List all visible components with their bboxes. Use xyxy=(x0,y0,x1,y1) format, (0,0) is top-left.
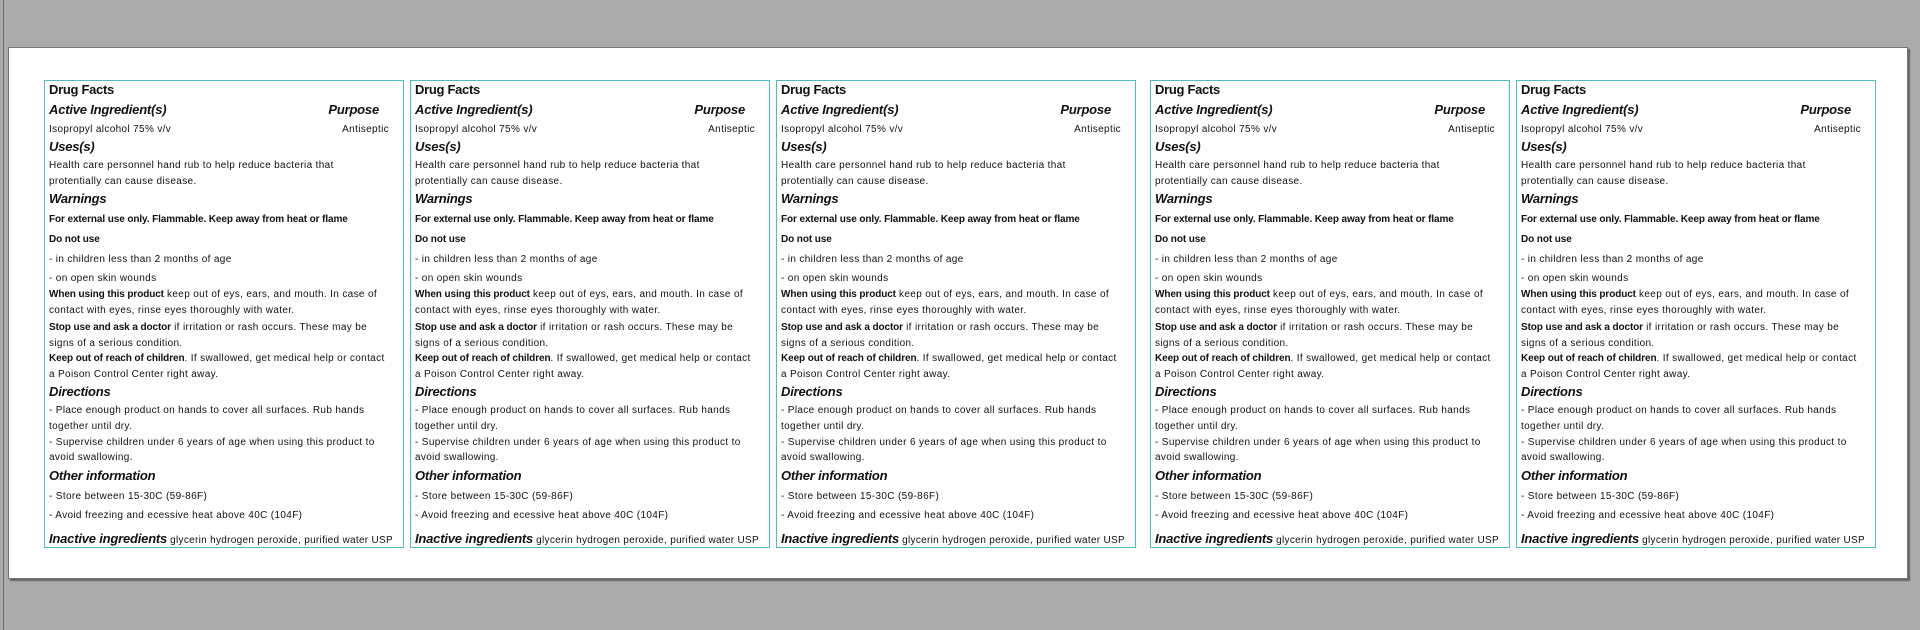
direction-item: - Supervise children under 6 years of age when using this product to xyxy=(1155,437,1481,448)
do-not-use-item: - in children less than 2 months of age xyxy=(1521,254,1704,265)
inactive-text: glycerin hydrogen peroxide, purified water USP xyxy=(1273,535,1499,546)
warning-external: For external use only. Flammable. Keep away from heat or flame xyxy=(1155,214,1454,225)
direction-item: together until dry. xyxy=(1155,421,1239,432)
other-info-heading: Other information xyxy=(415,468,522,483)
drug-facts-label xyxy=(1516,80,1876,548)
keep-out-text xyxy=(1155,353,1491,365)
directions-heading: Directions xyxy=(415,384,477,399)
direction-item: - Place enough product on hands to cover all surfaces. Rub hands xyxy=(49,405,365,416)
keep-out-text: a Poison Control Center right away. xyxy=(1521,369,1691,380)
uses-text: protentially can cause disease. xyxy=(49,176,197,187)
when-using-text: contact with eyes, rinse eyes thoroughly with water. xyxy=(415,305,661,316)
inactive-ingredients xyxy=(1521,532,1865,548)
direction-item: - Place enough product on hands to cover all surfaces. Rub hands xyxy=(1155,405,1471,416)
direction-item: avoid swallowing. xyxy=(1155,452,1239,463)
other-info-item: - Avoid freezing and ecessive heat above 40C (104F) xyxy=(415,510,669,521)
uses-text: protentially can cause disease. xyxy=(1521,176,1669,187)
keep-out-text xyxy=(781,353,1117,365)
stop-use-text xyxy=(781,322,1099,334)
uses-text: Health care personnel hand rub to help reduce bacteria that xyxy=(49,160,334,171)
direction-item: avoid swallowing. xyxy=(49,452,133,463)
warning-external: For external use only. Flammable. Keep away from heat or flame xyxy=(415,214,714,225)
direction-item: avoid swallowing. xyxy=(781,452,865,463)
active-ingredient-heading: Active Ingredient(s) xyxy=(49,102,167,117)
keep-out-rest: . If swallowed, get medical help or contact xyxy=(916,353,1117,364)
stop-use-bold: Stop use and ask a doctor xyxy=(781,322,903,333)
stop-use-text: signs of a serious condition. xyxy=(781,338,915,349)
other-info-item: - Avoid freezing and ecessive heat above 40C (104F) xyxy=(49,510,303,521)
other-info-heading: Other information xyxy=(1521,468,1628,483)
uses-text: Health care personnel hand rub to help reduce bacteria that xyxy=(781,160,1066,171)
keep-out-bold: Keep out of reach of children xyxy=(49,353,185,364)
drug-facts-label xyxy=(410,80,770,548)
purpose-value: Antiseptic xyxy=(708,124,755,135)
uses-text: protentially can cause disease. xyxy=(781,176,929,187)
inactive-text: glycerin hydrogen peroxide, purified water USP xyxy=(1639,535,1865,546)
do-not-use-heading: Do not use xyxy=(49,234,100,245)
active-ingredient-heading: Active Ingredient(s) xyxy=(1521,102,1639,117)
stop-use-rest: if irritation or rash occurs. These may be xyxy=(902,322,1100,333)
direction-item: - Place enough product on hands to cover all surfaces. Rub hands xyxy=(415,405,731,416)
direction-item: avoid swallowing. xyxy=(1521,452,1605,463)
purpose-value: Antiseptic xyxy=(342,124,389,135)
do-not-use-heading: Do not use xyxy=(1521,234,1572,245)
when-using-text xyxy=(415,289,743,301)
other-info-heading: Other information xyxy=(781,468,888,483)
stop-use-bold: Stop use and ask a doctor xyxy=(49,322,171,333)
directions-heading: Directions xyxy=(49,384,111,399)
other-info-item: - Avoid freezing and ecessive heat above 40C (104F) xyxy=(781,510,1035,521)
active-ingredient-heading: Active Ingredient(s) xyxy=(1155,102,1273,117)
direction-item: together until dry. xyxy=(49,421,133,432)
inactive-heading: Inactive ingredients xyxy=(781,531,900,546)
do-not-use-item: - in children less than 2 months of age xyxy=(781,254,964,265)
when-using-rest: keep out of eys, ears, and mouth. In case of xyxy=(1269,289,1484,300)
purpose-value: Antiseptic xyxy=(1448,124,1495,135)
inactive-heading: Inactive ingredients xyxy=(1155,531,1274,546)
direction-item: - Supervise children under 6 years of age when using this product to xyxy=(49,437,375,448)
warnings-heading: Warnings xyxy=(1155,191,1213,206)
direction-item: together until dry. xyxy=(415,421,499,432)
inactive-text: glycerin hydrogen peroxide, purified water USP xyxy=(899,535,1125,546)
when-using-bold: When using this product xyxy=(415,289,530,300)
drug-facts-label xyxy=(776,80,1136,548)
keep-out-rest: . If swallowed, get medical help or contact xyxy=(1656,353,1857,364)
active-ingredient: Isopropyl alcohol 75% v/v xyxy=(415,124,538,135)
direction-item: avoid swallowing. xyxy=(415,452,499,463)
inactive-heading: Inactive ingredients xyxy=(49,531,168,546)
warning-external: For external use only. Flammable. Keep away from heat or flame xyxy=(49,214,348,225)
when-using-rest: keep out of eys, ears, and mouth. In case of xyxy=(529,289,744,300)
drug-facts-label xyxy=(1150,80,1510,548)
inactive-ingredients xyxy=(415,532,759,548)
directions-heading: Directions xyxy=(781,384,843,399)
uses-text: protentially can cause disease. xyxy=(1155,176,1303,187)
when-using-text xyxy=(1521,289,1849,301)
stop-use-text: signs of a serious condition. xyxy=(1155,338,1289,349)
active-ingredient: Isopropyl alcohol 75% v/v xyxy=(1521,124,1644,135)
do-not-use-item: - on open skin wounds xyxy=(1521,273,1629,284)
do-not-use-heading: Do not use xyxy=(781,234,832,245)
warnings-heading: Warnings xyxy=(415,191,473,206)
keep-out-bold: Keep out of reach of children xyxy=(1521,353,1657,364)
uses-heading: Uses(s) xyxy=(415,139,461,154)
active-ingredient: Isopropyl alcohol 75% v/v xyxy=(781,124,904,135)
keep-out-text: a Poison Control Center right away. xyxy=(49,369,219,380)
warning-external: For external use only. Flammable. Keep away from heat or flame xyxy=(1521,214,1820,225)
other-info-heading: Other information xyxy=(1155,468,1262,483)
when-using-text: contact with eyes, rinse eyes thoroughly with water. xyxy=(1521,305,1767,316)
inactive-text: glycerin hydrogen peroxide, purified water USP xyxy=(167,535,393,546)
purpose-heading: Purpose xyxy=(1434,102,1485,117)
stop-use-bold: Stop use and ask a doctor xyxy=(1521,322,1643,333)
label-title: Drug Facts xyxy=(415,82,480,97)
keep-out-text xyxy=(415,353,751,365)
direction-item: - Supervise children under 6 years of age when using this product to xyxy=(781,437,1107,448)
keep-out-text: a Poison Control Center right away. xyxy=(415,369,585,380)
active-ingredient: Isopropyl alcohol 75% v/v xyxy=(49,124,172,135)
warnings-heading: Warnings xyxy=(1521,191,1579,206)
active-ingredient: Isopropyl alcohol 75% v/v xyxy=(1155,124,1278,135)
stop-use-bold: Stop use and ask a doctor xyxy=(1155,322,1277,333)
stop-use-text xyxy=(1521,322,1839,334)
do-not-use-item: - on open skin wounds xyxy=(781,273,889,284)
other-info-item: - Avoid freezing and ecessive heat above 40C (104F) xyxy=(1521,510,1775,521)
warning-external: For external use only. Flammable. Keep away from heat or flame xyxy=(781,214,1080,225)
purpose-heading: Purpose xyxy=(328,102,379,117)
other-info-item: - Store between 15-30C (59-86F) xyxy=(781,491,940,502)
uses-heading: Uses(s) xyxy=(1155,139,1201,154)
do-not-use-item: - on open skin wounds xyxy=(49,273,157,284)
when-using-bold: When using this product xyxy=(781,289,896,300)
keep-out-text xyxy=(1521,353,1857,365)
keep-out-bold: Keep out of reach of children xyxy=(415,353,551,364)
when-using-text: contact with eyes, rinse eyes thoroughly with water. xyxy=(49,305,295,316)
do-not-use-item: - in children less than 2 months of age xyxy=(49,254,232,265)
when-using-bold: When using this product xyxy=(49,289,164,300)
directions-heading: Directions xyxy=(1521,384,1583,399)
when-using-rest: keep out of eys, ears, and mouth. In case of xyxy=(1635,289,1850,300)
direction-item: together until dry. xyxy=(781,421,865,432)
uses-heading: Uses(s) xyxy=(781,139,827,154)
inactive-ingredients xyxy=(1155,532,1499,548)
active-ingredient-heading: Active Ingredient(s) xyxy=(781,102,899,117)
keep-out-text xyxy=(49,353,385,365)
do-not-use-item: - on open skin wounds xyxy=(1155,273,1263,284)
stop-use-bold: Stop use and ask a doctor xyxy=(415,322,537,333)
uses-heading: Uses(s) xyxy=(49,139,95,154)
stop-use-rest: if irritation or rash occurs. These may be xyxy=(1276,322,1474,333)
do-not-use-item: - in children less than 2 months of age xyxy=(1155,254,1338,265)
label-title: Drug Facts xyxy=(1521,82,1586,97)
direction-item: - Place enough product on hands to cover all surfaces. Rub hands xyxy=(1521,405,1837,416)
keep-out-rest: . If swallowed, get medical help or contact xyxy=(550,353,751,364)
uses-text: Health care personnel hand rub to help reduce bacteria that xyxy=(415,160,700,171)
warnings-heading: Warnings xyxy=(781,191,839,206)
inactive-ingredients xyxy=(781,532,1125,548)
inactive-ingredients xyxy=(49,532,393,548)
keep-out-bold: Keep out of reach of children xyxy=(781,353,917,364)
label-title: Drug Facts xyxy=(781,82,846,97)
inactive-text: glycerin hydrogen peroxide, purified water USP xyxy=(533,535,759,546)
when-using-text xyxy=(1155,289,1483,301)
stop-use-rest: if irritation or rash occurs. These may be xyxy=(170,322,368,333)
stop-use-text xyxy=(415,322,733,334)
when-using-text: contact with eyes, rinse eyes thoroughly with water. xyxy=(781,305,1027,316)
direction-item: - Supervise children under 6 years of age when using this product to xyxy=(415,437,741,448)
label-title: Drug Facts xyxy=(49,82,114,97)
keep-out-bold: Keep out of reach of children xyxy=(1155,353,1291,364)
directions-heading: Directions xyxy=(1155,384,1217,399)
purpose-heading: Purpose xyxy=(1800,102,1851,117)
stop-use-rest: if irritation or rash occurs. These may be xyxy=(1642,322,1840,333)
keep-out-rest: . If swallowed, get medical help or contact xyxy=(1290,353,1491,364)
do-not-use-heading: Do not use xyxy=(415,234,466,245)
stop-use-rest: if irritation or rash occurs. These may be xyxy=(536,322,734,333)
keep-out-rest: . If swallowed, get medical help or contact xyxy=(184,353,385,364)
uses-text: protentially can cause disease. xyxy=(415,176,563,187)
direction-item: - Place enough product on hands to cover all surfaces. Rub hands xyxy=(781,405,1097,416)
direction-item: - Supervise children under 6 years of age when using this product to xyxy=(1521,437,1847,448)
warnings-heading: Warnings xyxy=(49,191,107,206)
stop-use-text: signs of a serious condition. xyxy=(49,338,183,349)
keep-out-text: a Poison Control Center right away. xyxy=(1155,369,1325,380)
inactive-heading: Inactive ingredients xyxy=(415,531,534,546)
stop-use-text: signs of a serious condition. xyxy=(1521,338,1655,349)
other-info-heading: Other information xyxy=(49,468,156,483)
uses-text: Health care personnel hand rub to help reduce bacteria that xyxy=(1521,160,1806,171)
uses-heading: Uses(s) xyxy=(1521,139,1567,154)
other-info-item: - Store between 15-30C (59-86F) xyxy=(1521,491,1680,502)
do-not-use-heading: Do not use xyxy=(1155,234,1206,245)
purpose-heading: Purpose xyxy=(1060,102,1111,117)
when-using-text xyxy=(49,289,377,301)
when-using-bold: When using this product xyxy=(1155,289,1270,300)
label-title: Drug Facts xyxy=(1155,82,1220,97)
purpose-heading: Purpose xyxy=(694,102,745,117)
when-using-rest: keep out of eys, ears, and mouth. In case of xyxy=(895,289,1110,300)
uses-text: Health care personnel hand rub to help reduce bacteria that xyxy=(1155,160,1440,171)
active-ingredient-heading: Active Ingredient(s) xyxy=(415,102,533,117)
purpose-value: Antiseptic xyxy=(1814,124,1861,135)
drug-facts-label xyxy=(44,80,404,548)
when-using-rest: keep out of eys, ears, and mouth. In case of xyxy=(163,289,378,300)
other-info-item: - Store between 15-30C (59-86F) xyxy=(1155,491,1314,502)
stop-use-text: signs of a serious condition. xyxy=(415,338,549,349)
do-not-use-item: - on open skin wounds xyxy=(415,273,523,284)
when-using-bold: When using this product xyxy=(1521,289,1636,300)
do-not-use-item: - in children less than 2 months of age xyxy=(415,254,598,265)
inactive-heading: Inactive ingredients xyxy=(1521,531,1640,546)
other-info-item: - Store between 15-30C (59-86F) xyxy=(415,491,574,502)
stop-use-text xyxy=(1155,322,1473,334)
when-using-text: contact with eyes, rinse eyes thoroughly with water. xyxy=(1155,305,1401,316)
window-edge xyxy=(3,0,4,630)
purpose-value: Antiseptic xyxy=(1074,124,1121,135)
keep-out-text: a Poison Control Center right away. xyxy=(781,369,951,380)
when-using-text xyxy=(781,289,1109,301)
stop-use-text xyxy=(49,322,367,334)
other-info-item: - Avoid freezing and ecessive heat above 40C (104F) xyxy=(1155,510,1409,521)
direction-item: together until dry. xyxy=(1521,421,1605,432)
other-info-item: - Store between 15-30C (59-86F) xyxy=(49,491,208,502)
